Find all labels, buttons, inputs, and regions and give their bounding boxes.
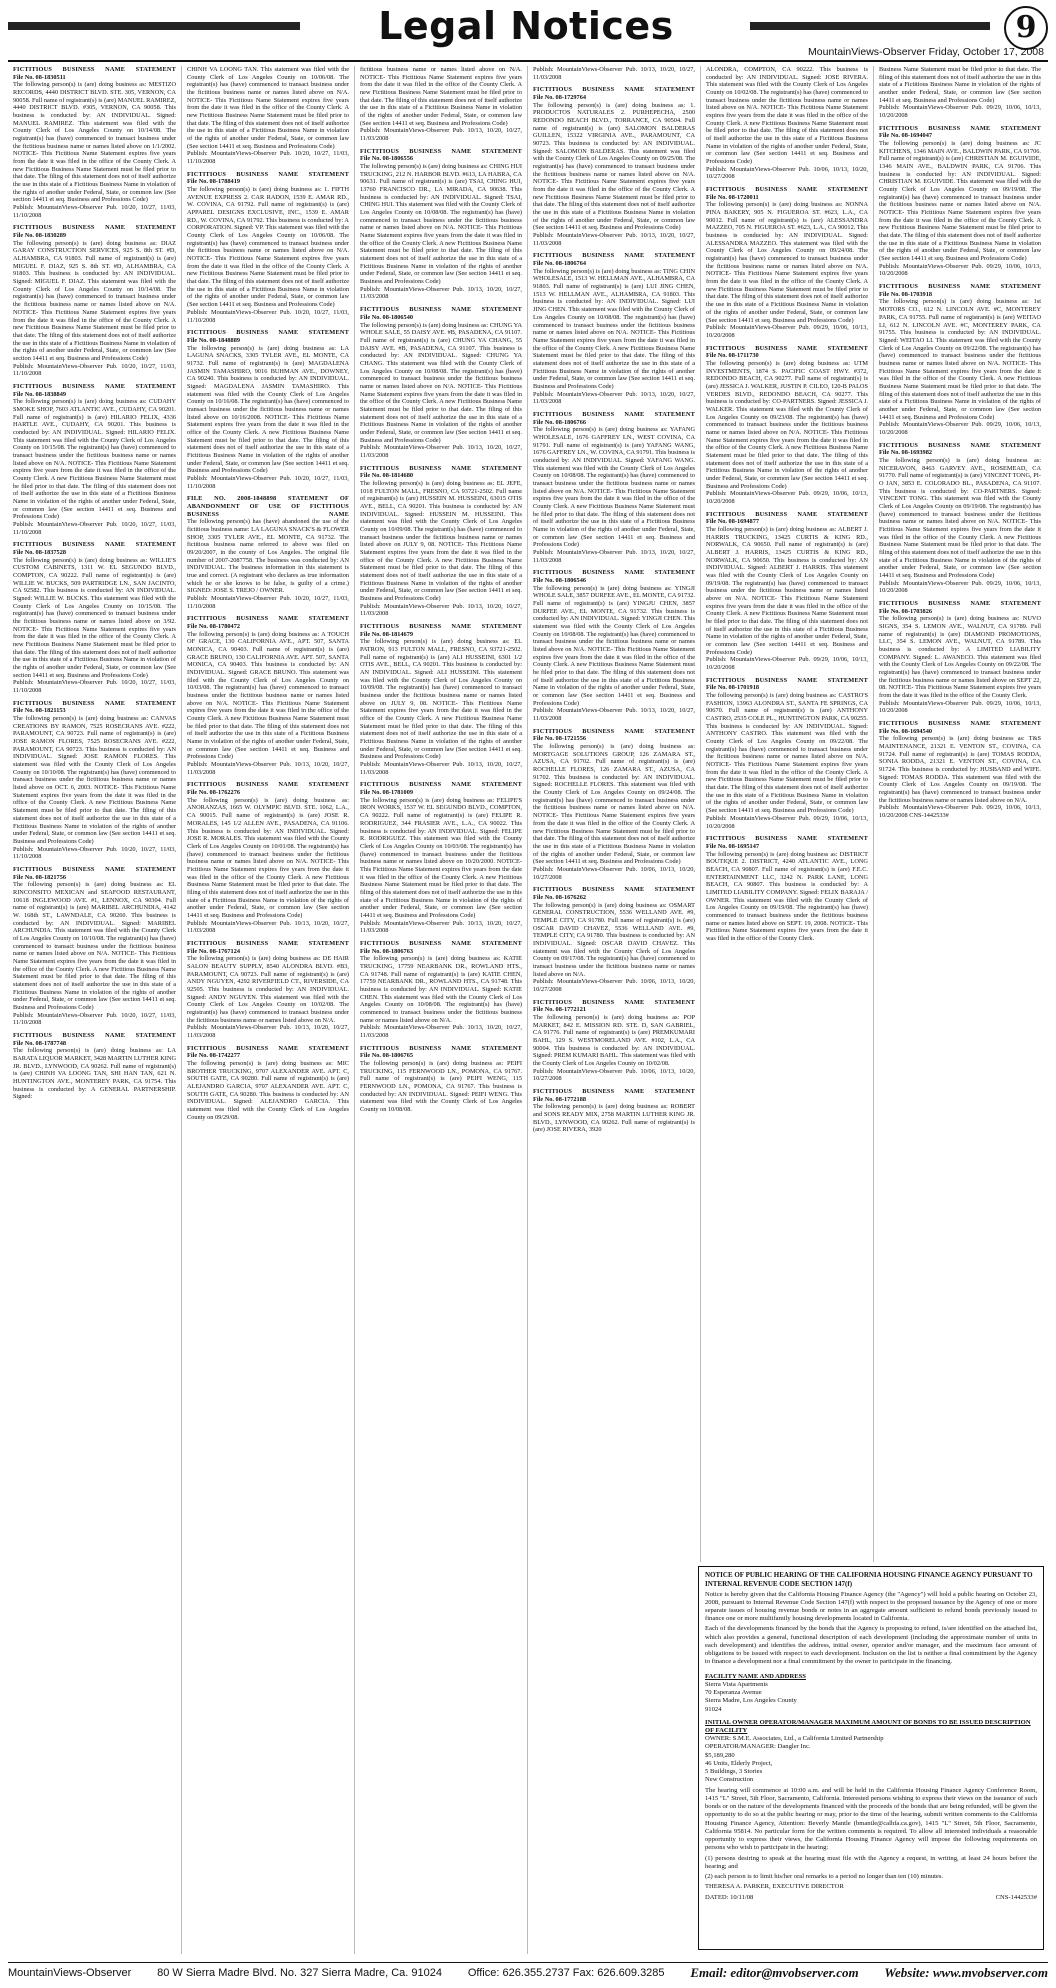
legal-notice <box>533 728 695 881</box>
notice-publication-dates: Publish: MountainViews-Observer Pub. 10/13, 10/20, 10/27, 11/03/2008 <box>360 602 522 618</box>
footer-office-phone: Office: 626.355.2737 Fax: 626.609.3285 <box>467 1967 665 1979</box>
legal-notice <box>706 677 868 830</box>
notice-file-number: File No. 08-1788419 <box>187 178 240 186</box>
masthead-rule-right <box>750 22 990 30</box>
page-title: Legal Notices <box>378 4 674 48</box>
notice-file-number: File No. 08-1848889 <box>187 336 240 344</box>
footer-address: 80 W Sierra Madre Blvd. No. 327 Sierra Madre, Ca. 91024 <box>157 1967 443 1979</box>
notice-body: The following person(s) is (are) doing business as: MORTGAGE SOLUTIONS GROUP, 126 ZAMARA ST., AZUSA, CA 91702. Full name of registrant(s) is (are) ROCHELLE FLORES, 126 ZAMARA ST., AZUSA, CA 91702. This business is conducted by: AN INDIVIDUAL. Signed: ROCHELLE FLORES. This statement was filed with the County Clerk of Los Angeles County on 09/24/08. The registrant(s) has (have) commenced to transact business under the fictitious business name or names listed above on N/A. NOTICE- This Fictitious Name Statement expires five years from the date it was filed in the office of the County Clerk. A new Fictitious Business Name Statement must be filed prior to that date. The filing of this statement does not of itself authorize the use in this state of a Fictitious Business Name in violation of the rights of another under Federal, State, or common law (See section 14411 et seq. Business and Professions Code) <box>533 743 695 866</box>
notice-heading: FICTITIOUS BUSINESS NAME STATEMENT <box>187 939 349 947</box>
notice-body: The following person(s) is (are) doing business as: NICERAVON, 8463 GARVEY AVE., ROSEMEAD, CA 91770. Full name of registrant(s) is (are) VINCENT TONG, PI-O JAN, 3853 E. COLORADO BL., PASADENA, CA 91107. This business is conducted by: CO-PARTNERS. Signed: VINCENT TONG. This statement was filed with the County Clerk of Los Angeles County on 09/19/08. The registrant(s) has (have) commenced to transact business under the fictitious business name or names listed above on N/A. NOTICE- This Fictitious Name Statement expires five years from the date it was filed in the office of the County Clerk. A new Fictitious Business Name Statement must be filed prior to that date. The filing of this statement does not of itself authorize the use in this state of a Fictitious Business Name in violation of the rights of another under Federal, State, or common law (See section 14411 et seq. Business and Professions Code) <box>879 456 1041 579</box>
owner-line: New Construction <box>705 1776 754 1784</box>
notice-publication-dates: Publish: MountainViews-Observer Pub. 09/29, 10/06, 10/13, 10/20/2008 <box>879 104 1041 120</box>
notice-file-number: File No. 08-1729764 <box>533 94 586 102</box>
notice-file-number: File No. 08-1720011 <box>706 193 759 201</box>
legal-notice <box>13 66 176 219</box>
notice-publication-dates: Publish: MountainViews-Observer Pub. 10/20, 10/27, 11/03, 11/10/2008 <box>187 595 349 610</box>
notice-column <box>700 66 873 1562</box>
notice-heading: FICTITIOUS BUSINESS NAME STATEMENT <box>187 329 349 337</box>
hearing-requirement-1: (1) persons desiring to speak at the hearing must file with the Agency a request, in writing, at least 24 hours before the hearing; and <box>705 1854 1037 1870</box>
legal-notice <box>706 345 868 506</box>
notice-body: The following person(s) is (are) doing business as: DIAZ GARAY CONSTRUCTION SERVICES, 925 S. 8th ST. #D, ALHAMBRA, CA 91803. Full name of registrant(s) is (are) MIGUEL F. DIAZ, 925 S. 8th ST. #D, ALHAMBRA, CA 91803. This business is conducted by: AN INDIVIDUAL. Signed: MIGUEL F. DIAZ. This statement was filed with the County Clerk of Los Angeles County on 10/14/08. The registrant(s) has (have) commenced to transact business under the fictitious business name or names listed above on N/A. NOTICE- This Fictitious Name Statement expires five years from the date it was filed in the office of the County Clerk. A new Fictitious Business Name Statement must be filed prior to that date. The filing of this statement does not of itself authorize the use in this state of a Fictitious Business Name in violation of the rights of another under Federal, State, or common law (See section 14411 et seq. Business and Professions Code) <box>13 239 176 362</box>
legal-notice <box>879 125 1041 278</box>
notice-file-number: File No. 08-1695147 <box>706 842 759 850</box>
notice-file-number: File No. 08-1721556 <box>533 735 586 743</box>
notice-body: Publish: MountainViews-Observer Pub. 10/13, 10/20, 10/27, 11/03/2008 <box>533 66 695 81</box>
notice-body: The following person(s) is (are) doing business as: EL JEFE, 1018 FULTON MALL, FRESNO, CA 93721-2502. Full name of registrant(s) is (are) HUSSEIN M. HUSSEINI, 63015 OTIS AVE., BELL, CA 90201. This business is conducted by: AN INDIVIDUAL. Signed: HUSSEIN M. HUSSEINI. This statement was filed with the County Clerk of Los Angeles County on 10/09/08. The registrant(s) has (have) commenced to transact business under the fictitious business name or names listed above on JULY 9, 08. NOTICE- This Fictitious Name Statement expires five years from the date it was filed in the office of the County Clerk. A new Fictitious Business Name Statement must be filed prior to that date. The filing of this statement does not of itself authorize the use in this state of a Fictitious Business Name in violation of the rights of another under Federal, State, or common law (See section 14411 et seq. Business and Professions Code) <box>360 479 522 603</box>
notice-heading: FICTITIOUS BUSINESS NAME STATEMENT <box>879 600 1041 608</box>
notice-heading: FICTITIOUS BUSINESS NAME STATEMENT <box>533 410 695 418</box>
legal-notice <box>13 1032 176 1101</box>
legal-notice <box>360 465 522 618</box>
notice-publication-dates: Publish: MountainViews-Observer Pub. 10/06, 10/13, 10/20, 10/27/2008 <box>533 865 695 881</box>
notice-file-number: File No. 08-1806766 <box>533 418 586 426</box>
notice-body: The following person(s) is (are) doing business as: JC KITCHENS, 1346 MAIN AVE., BALDWIN PARK, CA 91706. Full name of registrant(s) is (are) CHRISTIAN M. EGUIVIDE, 1346 MAIN AVE., BALDWIN PARK, CA 91706. This business is conducted by: AN INDIVIDUAL. Signed: CHRISTIAN M. EGUIVIDE. This statement was filed with the County Clerk of Los Angeles County on 09/19/08. The registrant(s) has (have) commenced to transact business under the fictitious business name or names listed above on N/A. NOTICE- This Fictitious Name Statement expires five years from the date it was filed in the office of the County Clerk. A new Fictitious Business Name Statement must be filed prior to that date. The filing of this statement does not of itself authorize the use in this state of a Fictitious Business Name in violation of the rights of another under Federal, State, or common law (See section 14411 et seq. Business and Professions Code) <box>879 140 1041 263</box>
notice-publication-dates: Publish: MountainViews-Observer Pub. 09/29, 10/06, 10/13, 10/20/2008 <box>706 490 868 505</box>
notice-body: The following person(s) is (are) doing business as: CASTRO'S FASHION, 13963 ALONDRA ST., SANTA FE SPRINGS, CA 90670. Full name of registrant(s) is (are) ANTHONY CASTRO, 2535 COLE PL., HUNTINGTON PARK, CA 90255. This business is conducted by: AN INDIVIDUAL. Signed: ANTHONY CASTRO. This statement was filed with the County Clerk of Los Angeles County on 09/22/08. The registrant(s) has (have) commenced to transact business under the fictitious business name or names listed above on N/A. NOTICE- This Fictitious Name Statement expires five years from the date it was filed in the office of the County Clerk. A new Fictitious Business Name Statement must be filed prior to that date. The filing of this statement does not of itself authorize the use in this state of a Fictitious Business Name in violation of the rights of another under Federal, State, or common law (See section 14411 et seq. Business and Professions Code) <box>706 692 868 815</box>
notice-file-number: File No. 08-1767124 <box>187 947 240 955</box>
facility-line: Sierra Madre, Los Angeles County <box>705 1697 797 1705</box>
notice-heading: FICTITIOUS BUSINESS NAME STATEMENT <box>360 781 522 789</box>
notice-body: The following person(s) is (are) doing business as: YAFANG WHOLESALE, 1676 GAFFREY LN., WEST COVINA, CA 91791. Full name of registrant(s) is (are) YAFANG WANG, 1676 GAFFREY LN., W. COVINA, CA 91791. This business is conducted by: AN INDIVIDUAL. Signed: YAFANG WANG. This statement was filed with the County Clerk of Los Angeles County on 10/08/08. The registrant(s) has (have) commenced to transact business under the fictitious business name or names listed above on N/A. NOTICE- This Fictitious Name Statement expires five years from the date it was filed in the office of the County Clerk. A new Fictitious Business Name Statement must be filed prior to that date. The filing of this statement does not of itself authorize the use in this state of a Fictitious Business Name in violation of the rights of another under Federal, State, or common law (See section 14411 et seq. Business and Professions Code) <box>533 426 695 549</box>
legal-notice <box>187 615 349 776</box>
notice-publication-dates: Publish: MountainViews-Observer Pub. 10/13, 10/20, 10/27, 11/03/2008 <box>533 707 695 723</box>
notice-body: The following person(s) is (are) doing business as: TING CHIN WHOLESALE, 1513 W. HELLMAN AVE., ALHAMBRA, CA 91803. Full name of registrant(s) is (are) LUI JING CHEN, 1513 W. HELLMAN AVE., ALHAMBRA, CA 91803. This business is conducted by: AN INDIVIDUAL. Signed: LUI JING CHEN. This statement was filed with the County Clerk of Los Angeles County on 10/08/08. The registrant(s) has (have) commenced to transact business under the fictitious business name or names listed above on N/A. NOTICE- This Fictitious Name Statement expires five years from the date it was filed in the office of the County Clerk. A new Fictitious Business Name Statement must be filed prior to that date. The filing of this statement does not of itself authorize the use in this state of a Fictitious Business Name in violation of the rights of another under Federal, State, or common law (See section 14411 et seq. Business and Professions Code) <box>533 267 695 390</box>
notice-body: The following person(s) is (are) doing business as: PEIFI TRUCKING, 115 FERNWOOD LN., POMONA, CA 91767. Full name of registrant(s) is (are) PEIFI WENG, 115 FERNWOOD LN., POMONA, CA 91767. This business is conducted by: AN INDIVIDUAL. Signed: PEIFI WENG. This statement was filed with the County Clerk of Los Angeles County on 10/08/08. <box>360 1059 522 1114</box>
notice-body: CHINH VA LOONG TAN. This statement was filed with the County Clerk of Los Angeles County on 10/06/08. The registrant(s) has (have) commenced to transact business under the fictitious business name or names listed above on N/A. NOTICE- This Fictitious Name Statement expires five years from the date it was filed in the office of the County Clerk. A new Fictitious Business Name Statement must be filed prior to that date. The filing of this statement does not of itself authorize the use in this state of a Fictitious Business Name in violation of the rights of another under Federal, State, or common law (See section 14411 et seq. Business and Professions Code) <box>187 66 349 150</box>
notice-heading: FICTITIOUS BUSINESS NAME STATEMENT <box>533 252 695 260</box>
publication-line: MountainViews-Observer Friday, October 17, 2008 <box>808 46 1044 58</box>
notice-publication-dates: Publish: MountainViews-Observer Pub. 10/20, 10/27, 11/03, 11/10/2008 <box>187 308 349 324</box>
notice-publication-dates: Publish: MountainViews-Observer Pub. 10/06, 10/13, 10/20, 10/27/2008 <box>706 165 868 181</box>
page-footer <box>8 1962 1048 1983</box>
notice-file-number: File No. 08-1781009 <box>360 789 413 797</box>
legal-notice <box>533 999 695 1083</box>
owner-line: $5,189,280 <box>705 1751 735 1759</box>
notice-heading: FICTITIOUS BUSINESS NAME STATEMENT <box>533 727 695 735</box>
notice-file-number: File No. 08-1806765 <box>360 1052 413 1060</box>
notice-publication-dates: Publish: MountainViews-Observer Pub. 10/20, 10/27, 11/03, 11/10/2008 <box>187 150 349 166</box>
notice-body: The following person(s) is (are) doing business as: CUDAHY SMOKE SHOP, 7603 ATLANTIC AVE., CUDAHY, CA 90201. Full name of registrant(s) is (are) HILARIO FELIX, 4336 HARTLE AVE., CUDAHY, CA 90201. This business is conducted by: AN INDIVIDUAL. Signed: HILARIO FELIX. This statement was filed with the County Clerk of Los Angeles County on 10/15/08. The registrant(s) has (have) commenced to transact business under the fictitious business name or names listed above on N/A. NOTICE- This Fictitious Name Statement expires five years from the date it was filed in the office of the County Clerk. A new Fictitious Business Name Statement must be filed prior to that date. The filing of this statement does not of itself authorize the use in this state of a Fictitious Business Name in violation of the rights of another under Federal, State, or common law (See section 14411 et seq. Business and Professions Code) <box>13 398 176 521</box>
notice-heading: FICTITIOUS BUSINESS NAME STATEMENT <box>879 441 1041 449</box>
notice-file-number: File No. 08-1772188 <box>533 1095 586 1103</box>
hearing-paragraph-2: Each of the developments financed by the bonds that the Agency is proposing to refund, is/are identified on the attached list, which also provides a general, functional description of each development (including the approximate number of units in each development) and identifies the address, initial owner, operator and/or manager, and the maximum face amount of obligations to be issued with respect to each development. Inclusion on the list is neither a final commitment by the Agency to finance a development nor a final commitment by the owner to participate in the financing. <box>705 1625 1037 1666</box>
legal-notice <box>879 66 1041 120</box>
notice-file-number: File No. 08-1703918 <box>879 290 932 298</box>
notice-file-number: File No. 08-1806546 <box>533 577 586 584</box>
notice-body: The following person(s) is (are) doing business as: 1. FIFTH AVENUE EXPRESS 2. CAR RADON, 1539 E. AMAR RD., W. COVINA, CA 91792. Full name of registrant(s) is (are) APPAREL DESIGNS EXCLUSIVE, INC., 1539 E. AMAR RD., W. COVINA, CA 91792. This business is conducted by: A CORPORATION. Signed: VP. This statement was filed with the County Clerk of Los Angeles County on 10/06/08. The registrant(s) has (have) commenced to transact business under the fictitious business name or names listed above on N/A. NOTICE- This Fictitious Name Statement expires five years from the date it was filed in the office of the County Clerk. A new Fictitious Business Name Statement must be filed prior to that date. The filing of this statement does not of itself authorize the use in this state of a Fictitious Business Name in violation of the rights of another under Federal, State, or common law (See section 14411 et seq. Business and Professions Code) <box>187 186 349 309</box>
hearing-paragraph-1: Notice is hereby given that the California Housing Finance Agency (the "Agency") will hold a public hearing on October 23, 2008, pursuant to Internal Revenue Code Section 147(f) with respect to the proposed issuance by the Agency of one or more separate issues of housing revenue bonds or notes in an aggregate amount sufficient to refund bonds previously issued to finance one or more multifamily housing developments located in California. <box>705 1590 1037 1623</box>
notice-body: The following person(s) is (are) doing business as: ALBERT J. HARRIS TRUCKING, 13425 CURTIS & KING RD., NORWALK, CA 90650. Full name of registrant(s) is (are) ALBERT J. HARRIS, 13425 CURTIS & KING RD., NORWALK, CA 90650. This business is conducted by: AN INDIVIDUAL. Signed: ALBERT J. HARRIS. This statement was filed with the County Clerk of Los Angeles County on 09/19/08. The registrant(s) has (have) commenced to transact business under the fictitious business name or names listed above on N/A. NOTICE- This Fictitious Name Statement expires five years from the date it was filed in the office of the County Clerk. A new Fictitious Business Name Statement must be filed prior to that date. The filing of this statement does not of itself authorize the use in this state of a Fictitious Business Name in violation of the rights of another under Federal, State, or common law (See section 14411 et seq. Business and Professions Code) <box>706 525 868 656</box>
notice-body: The following person(s) is (are) doing business as: CHING HUI TRUCKING, 212 N. HARBOR BLVD. #613, LA HABRA, CA 90631. Full name of registrant(s) is (are) TSAI, CHING HUI, 13760 FRANCISCO DR., LA MIRADA, CA 90638. This business is conducted by: AN INDIVIDUAL. Signed: TSAI, CHING HUI. This statement was filed with the County Clerk of Los Angeles County on 10/08/08. The registrant(s) has (have) commenced to transact business under the fictitious business name or names listed above on N/A. NOTICE- This Fictitious Name Statement expires five years from the date it was filed in the office of the County Clerk. A new Fictitious Business Name Statement must be filed prior to that date. The filing of this statement does not of itself authorize the use in this state of a Fictitious Business Name in violation of the rights of another under Federal, State, or common law (See section 14411 et seq. Business and Professions Code) <box>360 163 522 286</box>
notice-heading: FICTITIOUS BUSINESS NAME STATEMENT <box>187 615 349 623</box>
legal-notice <box>706 186 868 339</box>
owner-line: 5 Buildings, 3 Stories <box>705 1768 763 1776</box>
notice-body: The following person(s) has (have) abandoned the use of the fictitious business name: LA LAGUNA SNACK'S & FLOWER SHOP, 3305 TYLER AVE., EL MONTE, CA 91732. The fictitious business name referred to above was filed on 09/20/2007, in the county of Los Angeles. The original file number of 2007-2087758. The business was conducted by: AN INDIVIDUAL. The business information in this statement is true and correct. (A registrant who declares as true information which he or she knows to be false, is guilty of a crime.) SIGNED: JOSE S. TREJO / OWNER. <box>187 518 349 595</box>
notice-heading: FICTITIOUS BUSINESS NAME STATEMENT <box>13 66 176 73</box>
notice-publication-dates: Publish: MountainViews-Observer Pub. 10/13, 10/20, 10/27, 11/03/2008 <box>533 232 695 247</box>
notice-publication-dates: Publish: MountainViews-Observer Pub. 09/29, 10/06, 10/13, 10/20/2008 CNS-1442533# <box>879 804 1041 820</box>
legal-notice <box>13 700 176 861</box>
legal-notice <box>360 306 522 459</box>
notice-file-number: File No. 08-1806763 <box>360 947 413 955</box>
legal-notice <box>187 781 349 934</box>
legal-notice <box>533 569 695 722</box>
notice-body: The following person(s) is (are) doing business as: A TOUCH OF GRACE, 130 CALIFORNIA AVE., APT. 507, SANTA MONICA, CA 90403. Full name of registrant(s) is (are) GRACE BRUNO, 130 CALIFORNIA AVE. APT. 507, SANTA MONICA, CA 90403. This business is conducted by: AN INDIVIDUAL. Signed: GRACE BRUNO. This statement was filed with the County Clerk of Los Angeles County on 10/03/08. The registrant(s) has (have) commenced to transact business under the fictitious business name or names listed above on N/A. NOTICE- This Fictitious Name Statement expires five years from the date it was filed in the office of the County Clerk. A new Fictitious Business Name Statement must be filed prior to that date. The filing of this statement does not of itself authorize the use in this state of a Fictitious Business Name in violation of the rights of another under Federal, State, or common law (See section 14411 et seq. Business and Professions Code) <box>187 630 349 761</box>
legal-notice <box>187 66 349 166</box>
notice-body: The following person(s) is (are) doing business as: KATIE TRUCKING, 17759 NEARBANK DR., ROWLAND HTS., CA 91748. Full name of registrant(s) is (are) KATIE CHEN, 17759 NEARBANK DR., ROWLAND HTS., CA 91748. This business is conducted by: AN INDIVIDUAL. Signed: KATIE CHEN. This statement was filed with the County Clerk of Los Angeles County on 10/08/08. The registrant(s) has (have) commenced to transact business under the fictitious business name or names listed above on N/A. <box>360 955 522 1024</box>
notice-body: The following person(s) is (are) doing business as: EL RINCONSITO MEXICAN and SEAFOOD RESTAURANT, 10618 INGLEWOOD AVE. #1, LENNOX, CA 90304. Full name of registrant(s) is (are) MARIBEL ARCHUNDIA, 4142 W. 168th ST., LAWNDALE, CA 90260. This business is conducted by: AN INDIVIDUAL. Signed: MARIBEL ARCHUNDIA. This statement was filed with the County Clerk of Los Angeles County on 10/10/08. The registrant(s) has (have) commenced to transact business under the fictitious business name or names listed above on N/A. NOTICE- This Fictitious Name Statement expires five years from the date it was filed in the office of the County Clerk. A new Fictitious Business Name Statement must be filed prior to that date. The filing of this statement does not of itself authorize the use in this state of a Fictitious Business Name in violation of the rights of another under Federal, State, or common law (See section 14411 et seq. Business and Professions Code) <box>13 881 176 1011</box>
notice-heading: FICTITIOUS BUSINESS NAME STATEMENT <box>879 283 1041 291</box>
notice-body: The following person(s) is (are) doing business as: 1. PRODUCTOS NATURALES 2. PURHEPECHA, 2500 REDONDO BEACH BLVD., TORRANCE, CA 90504. Full name of registrant(s) is (are) SALOMON BALDERAS GUILLEN, 15322 VIRGINIA AVE., PARAMOUNT, CA 90723. This business is conducted by: AN INDIVIDUAL. Signed: SALOMON BALDERAS. This statement was filed with the County Clerk of Los Angeles County on 09/25/08. The registrant(s) has (have) commenced to transact business under the fictitious business name or names listed above on N/A. NOTICE- This Fictitious Name Statement expires five years from the date it was filed in the office of the County Clerk. A new Fictitious Business Name Statement must be filed prior to that date. The filing of this statement does not of itself authorize the use in this state of a Fictitious Business Name in violation of the rights of another under Federal, State, or common law (See section 14411 et seq. Business and Professions Code) <box>533 101 695 232</box>
notice-publication-dates: Publish: MountainViews-Observer Pub. 10/20, 10/27, 11/03, 11/10/2008 <box>13 362 176 378</box>
notice-body: The following person(s) is (are) doing business as: EL PATRON, 913 FULTON MALL, FRESNO, CA 93721-2502. Full name of registrant(s) is (are) ALI HUSSEINI, 6301 1/2 OTIS AVE., BELL, CA 90201. This business is conducted by: AN INDIVIDUAL. Signed: ALI HUSSEINI. This statement was filed with the County Clerk of Los Angeles County on 10/09/08. The registrant(s) has (have) commenced to transact business under the fictitious business name or names listed above on JULY 9, 08. NOTICE- This Fictitious Name Statement expires five years from the date it was filed in the office of the County Clerk. A new Fictitious Business Name Statement must be filed prior to that date. The filing of this statement does not of itself authorize the use in this state of a Fictitious Business Name in violation of the rights of another under Federal, State, or common law (See section 14411 et seq. Business and Professions Code) <box>360 638 522 761</box>
legal-notice <box>879 600 1041 715</box>
hearing-requirement-2: (2) each person is to limit his/her oral remarks to a period no longer than ten (10) minutes. <box>705 1873 944 1880</box>
notice-body: fictitious business name or names listed above on N/A. NOTICE- This Fictitious Name Statement expires five years from the date it was filed in the office of the County Clerk. A new Fictitious Business Name Statement must be filed prior to that date. The filing of this statement does not of itself authorize the use in this state of a Fictitious Business Name in violation of the rights of another under Federal, State, or common law (See section 14411 et seq. Business and Professions Code) <box>360 66 522 127</box>
legal-notice <box>360 66 522 143</box>
notice-heading: FICTITIOUS BUSINESS NAME STATEMENT <box>533 569 695 577</box>
notice-file-number: File No. 08-1837528 <box>13 548 66 556</box>
legal-notice <box>533 66 695 81</box>
legal-notice <box>360 1045 522 1114</box>
notice-publication-dates: Publish: MountainViews-Observer Pub. 10/13, 10/20, 10/27, 11/03/2008 <box>360 1024 522 1039</box>
header-divider <box>8 60 1048 62</box>
legal-notice <box>879 720 1041 820</box>
notice-publication-dates: Publish: MountainViews-Observer Pub. 10/13, 10/20, 10/27, 11/03/2008 <box>187 761 349 776</box>
notice-heading: FICTITIOUS BUSINESS NAME STATEMENT <box>13 865 176 873</box>
notice-publication-dates: Publish: MountainViews-Observer Pub. 09/29, 10/06, 10/13, 10/20/2008 <box>706 656 868 672</box>
legal-notice <box>360 781 522 934</box>
notice-body: The following person(s) is (are) doing business as: FELIPE'S IRON WORKS, 1537 W. EL SEGUNDO BLVD., COMPTON, CA 90222. Full name of registrant(s) is (are) FELIPE R. RODRIGUEZ, 344 FRASIER AVE., L.A., CA 90022. This business is conducted by: AN INDIVIDUAL. Signed: FELIPE R. RODRIGUEZ. This statement was filed with the County Clerk of Los Angeles County on 10/03/08. The registrant(s) has (have) commenced to transact business under the fictitious business name or names listed above on 10/20/2000. NOTICE- This Fictitious Name Statement expires five years from the date it was filed in the office of the County Clerk. A new Fictitious Business Name Statement must be filed prior to that date. The filing of this statement does not of itself authorize the use in this state of a Fictitious Business Name in violation of the rights of another under Federal, State, or common law (See section 14411 et seq. Business and Professions Code) <box>360 796 522 919</box>
legal-notice <box>533 411 695 564</box>
notice-file-number: File No. 08-1772121 <box>533 1006 586 1014</box>
notice-heading: FICTITIOUS BUSINESS NAME STATEMENT <box>187 170 349 178</box>
legal-notice <box>187 940 349 1040</box>
notice-body: The following person(s) is (are) doing business as: NUVO SIGNS, 354 S. LEMON AVE., WALNUT, CA 91789. Full name of registrant(s) is (are) DIAMOND PROMOTIONS, LLC, 354 S. LEMON AVE., WALNUT, CA 91789. This business is conducted by: A LIMITED LIABILITY COMPANY. Signed: L. AWANECO. This statement was filed with the County Clerk of Los Angeles County on 09/22/08. The registrant(s) has (have) commenced to transact business under the fictitious business name or names listed above on SEPT 22, 08. NOTICE- This Fictitious Name Statement expires five years from the date it was filed in the office of the County Clerk. <box>879 615 1041 700</box>
notice-publication-dates: Publish: MountainViews-Observer Pub. 10/13, 10/20, 10/27, 11/03/2008 <box>360 919 522 935</box>
notice-file-number: File No. 08-1787748 <box>13 1039 66 1047</box>
notice-publication-dates: Publish: MountainViews-Observer Pub. 10/20, 10/27, 11/03, 11/10/2008 <box>13 1011 176 1027</box>
notice-body: The following person(s) is (are) doing business as: 1st MOTORS CO., 612 N. LINCOLN AVE. #C, MONTEREY PARK, CA 91755. Full name of registrant(s) is (are) WEITAO LI, 612 N. LINCOLN AVE. #C, MONTEREY PARK, CA 91755. This business is conducted by: AN INDIVIDUAL. Signed: WEITAO LI. This statement was filed with the County Clerk of Los Angeles County on 09/22/08. The registrant(s) has (have) commenced to transact business under the fictitious business name or names listed above on N/A. NOTICE- This Fictitious Name Statement expires five years from the date it was filed in the office of the County Clerk. A new Fictitious Business Name Statement must be filed prior to that date. The filing of this statement does not of itself authorize the use in this state of a Fictitious Business Name in violation of the rights of another under Federal, State, or common law (See section 14411 et seq. Business and Professions Code) <box>879 298 1041 421</box>
notice-heading: FICTITIOUS BUSINESS NAME STATEMENT <box>187 781 349 789</box>
notice-publication-dates: Publish: MountainViews-Observer Pub. 10/20, 10/27, 11/03, 11/10/2008 <box>13 204 176 219</box>
notice-file-number: File No. 08-1742277 <box>187 1052 240 1060</box>
hearing-reference: CNS-1442533# <box>995 1894 1037 1902</box>
notice-body: The following person(s) is (are) doing business as: T&S MAINTENANCE, 21321 E. VENTON ST., COVINA, CA 91724. Full name of registrant(s) is (are) TOMAS RODDA, SONIA RODDA, 21321 E. VENTON ST., COVINA, CA 91724. This business is conducted by: HUSBAND and WIFE. Signed: TOMAS RODDA. This statement was filed with the County Clerk of Los Angeles County on 09/19/08. The registrant(s) has (have) commenced to transact business under the fictitious business name or names listed above on N/A. <box>879 735 1041 804</box>
notice-publication-dates: Publish: MountainViews-Observer Pub. 09/29, 10/06, 10/13, 10/20/2008 <box>879 421 1041 436</box>
hearing-title: NOTICE OF PUBLIC HEARING OF THE CALIFORNIA HOUSING FINANCE AGENCY PURSUANT TO INTERNAL REVENUE CODE SECTION 147(f) <box>705 1571 1033 1588</box>
notice-file-number: File No. 08-1780472 <box>187 623 240 631</box>
notice-publication-dates: Publish: MountainViews-Observer Pub. 10/13, 10/20, 10/27, 11/03/2008 <box>360 444 522 459</box>
notice-body: Business Name Statement must be filed prior to that date. The filing of this statement does not of itself authorize the use in this state of a Fictitious Business Name in violation of the rights of another under Federal, State, or common law (See section 14411 et seq. Business and Professions Code) <box>879 66 1041 104</box>
notice-body: The following person(s) is (are) doing business as: DE HAIR SALON BEAUTY SUPPLY, 8540 ALONDRA BLVD. #B3, PARAMOUNT, CA 90723. Full name of registrant(s) is (are) ANDY NGUYEN, 4292 RIVERFIELD CT., RIVERSIDE, CA 92505. This business is conducted by: AN INDIVIDUAL. Signed: ANDY NGUYEN. This statement was filed with the County Clerk of Los Angeles County on 10/02/08. The registrant(s) has (have) commenced to transact business under the fictitious business name or names listed above on N/A. <box>187 955 349 1024</box>
notice-heading: FICTITIOUS BUSINESS NAME STATEMENT <box>13 382 176 390</box>
notice-file-number: File No. 08-1676262 <box>533 893 586 901</box>
facility-line: Sierra Vista Apartments <box>705 1680 768 1688</box>
notice-heading: FICTITIOUS BUSINESS NAME STATEMENT <box>360 306 522 314</box>
legal-notice <box>13 383 176 536</box>
notice-heading: FICTITIOUS BUSINESS NAME STATEMENT <box>533 86 695 94</box>
notice-publication-dates: Publish: MountainViews-Observer Pub. 09/29, 10/06, 10/13, 10/20/2008 <box>879 699 1041 715</box>
notice-body: The following person(s) is (are) doing business as: NONNA PINA BAKERY, 905 N. FIGUEROA ST. #623, L.A., CA 90012. Full name of registrant(s) is (are) ALESSANDRA MAZZEO, 705 N. FIGUEROA ST. #623, L.A., CA 90012. This business is conducted by: AN INDIVIDUAL. Signed: ALESSANDRA MAZZEO. This statement was filed with the County Clerk of Los Angeles County on 09/24/08. The registrant(s) has (have) commenced to transact business under the fictitious business name or names listed above on N/A. NOTICE- This Fictitious Name Statement expires five years from the date it was filed in the office of the County Clerk. A new Fictitious Business Name Statement must be filed prior to that date. The filing of this statement does not of itself authorize the use in this state of a Fictitious Business Name in violation of the rights of another under Federal, State, or common law (See section 14411 et seq. Business and Professions Code) <box>706 201 868 324</box>
notice-body: The following person(s) is (are) doing business as: WILLIE'S CUSTOM CABINETS, 1311 W. EL SEGUNDO BLVD., COMPTON, CA 90222. Full name of registrant(s) is (are) WILLIE W. BUCKS, 509 PARTRIDGE LN., SAN JACINTO, CA 92582. This business is conducted by: AN INDIVIDUAL. Signed: WILLIE W. BUCKS. This statement was filed with the County Clerk of Los Angeles County on 10/15/08. The registrant(s) has (have) commenced to transact business under the fictitious business name or names listed above on 3/92. NOTICE- This Fictitious Name Statement expires five years from the date it was filed in the office of the County Clerk. A new Fictitious Business Name Statement must be filed prior to that date. The filing of this statement does not of itself authorize the use in this state of a Fictitious Business Name in violation of the rights of another under Federal, State, or common law (See section 14411 et seq. Business and Professions Code) <box>13 556 176 679</box>
legal-notice <box>533 1088 695 1134</box>
footer-website-link[interactable]: Website: www.mvobserver.com <box>884 1965 1048 1980</box>
notice-heading: FICTITIOUS BUSINESS NAME STATEMENT <box>360 147 522 155</box>
notice-publication-dates: Publish: MountainViews-Observer Pub. 10/13, 10/20, 10/27, 11/03/2008 <box>187 919 349 935</box>
notice-publication-dates: Publish: MountainViews-Observer Pub. 09/29, 10/06, 10/13, 10/20/2008 <box>706 814 868 830</box>
notice-body: The following person(s) is (are) doing business as: MIC BROTHER TRUCKING, 9707 ALEXANDER AVE. APT. C, SOUTH GATE, CA 90280. Full name of registrant(s) is (are) ALEJANDRO GARCIA, 9707 ALEXANDER AVE. APT. C, SOUTH GATE, CA 90280. This business is conducted by: AN INDIVIDUAL. Signed: ALEJANDRO GARCIA. This statement was filed with the County Clerk of Los Angeles County on 09/29/08. <box>187 1059 349 1121</box>
notice-body: The following person(s) is (are) doing business as: CHUNG YA WHOLE SALE, 55 DAISY AVE. #B, PASADENA, CA 91107. Full name of registrant(s) is (are) CHUNG YA CHANG, 55 DAISY AVE. #B, PASADENA, CA 91107. This business is conducted by: AN INDIVIDUAL. Signed: CHUNG YA CHANG. This statement was filed with the County Clerk of Los Angeles County on 10/08/08. The registrant(s) has (have) commenced to transact business under the fictitious business name or names listed above on N/A. NOTICE- This Fictitious Name Statement expires five years from the date it was filed in the office of the County Clerk. A new Fictitious Business Name Statement must be filed prior to that date. The filing of this statement does not of itself authorize the use in this state of a Fictitious Business Name in violation of the rights of another under Federal, State, or common law (See section 14411 et seq. Business and Professions Code) <box>360 321 522 444</box>
notice-heading: FICTITIOUS BUSINESS NAME STATEMENT <box>187 1044 349 1052</box>
notice-heading: FICTITIOUS BUSINESS NAME STATEMENT <box>360 1044 522 1052</box>
notice-heading: FICTITIOUS BUSINESS NAME STATEMENT <box>13 541 176 549</box>
notice-publication-dates: Publish: MountainViews-Observer Pub. 10/06, 10/13, 10/20, 10/27/2008 <box>533 1067 695 1083</box>
legal-notice <box>533 252 695 405</box>
legal-notice <box>360 148 522 301</box>
notice-publication-dates: Publish: MountainViews-Observer Pub. 10/13, 10/20, 10/27, 11/03/2008 <box>533 390 695 406</box>
notice-file-number: File No. 08-1806764 <box>533 260 586 268</box>
footer-paper-name: MountainViews-Observer <box>8 1967 132 1979</box>
notice-heading: FICTITIOUS BUSINESS NAME STATEMENT <box>533 1088 695 1095</box>
notice-body: The following person(s) is (are) doing business as: LA BARATA LIQUOR MARKET, 3428 MARTIN LUTHER KING JR. BLVD., LYNWOOD, CA 90262. Full name of registrant(s) is (are) CHINH VA LOONG TAN, SHI HAN TAN, 621 N. HUNTINGTON AVE., MONTEREY PARK, CA 91754. This business is conducted by: A GENERAL PARTNERSHIP. Signed: <box>13 1047 176 1101</box>
notice-heading: FICTITIOUS BUSINESS NAME STATEMENT <box>706 676 868 684</box>
notice-heading: FICTITIOUS BUSINESS NAME STATEMENT <box>706 510 868 518</box>
notice-file-number: File No. 08-1821756 <box>13 873 66 881</box>
footer-email-link[interactable]: Email: editor@mvobserver.com <box>690 1965 859 1980</box>
notice-publication-dates: Publish: MountainViews-Observer Pub. 10/20, 10/27, 11/03, 11/10/2008 <box>13 679 176 695</box>
legal-notice <box>187 495 349 610</box>
legal-notice <box>533 886 695 993</box>
notice-body: ALONDRA, COMPTON, CA 90222. This business is conducted by: AN INDIVIDUAL. Signed: JOSE RIVERA. This statement was filed with the County Clerk of Los Angeles County on 10/02/08. The registrant(s) has (have) commenced to transact business under the fictitious business name or names listed above on N/A. NOTICE- This Fictitious Name Statement expires five years from the date it was filed in the office of the County Clerk. A new Fictitious Business Name Statement must be filed prior to that date. The filing of this statement does not of itself authorize the use in this state of a Fictitious Business Name in violation of the rights of another under Federal, State, or common law (See section 14411 et seq. Business and Professions Code) <box>706 66 868 166</box>
notice-file-number: File No. 08-1701918 <box>706 684 759 692</box>
legal-notice <box>13 541 176 694</box>
notice-file-number: File No. 08-1711730 <box>706 352 759 360</box>
notice-publication-dates: Publish: MountainViews-Observer Pub. 10/20, 10/27, 11/03, 11/10/2008 <box>13 845 176 861</box>
page-number: 9 <box>1004 6 1048 50</box>
notice-body: The following person(s) is (are) doing business as: MESTIZO RECORDS, 4440 DISTRICT BLVD. STE. 305, VERNON, CA 90058. Full name of registrant(s) is (are) MANUEL RAMIREZ, 4440 DISTRICT BLVD. #305, VERNON, CA 90058. This business is conducted by: AN INDIVIDUAL. Signed: MANUEL RAMIREZ. This statement was filed with the County Clerk of Los Angeles County on 10/14/08. The registrant(s) has (have) commenced to transact business under the fictitious business name or names listed above on 1/1/2002. NOTICE- This Fictitious Name Statement expires five years from the date it was filed in the office of the County Clerk. A new Fictitious Business Name Statement must be filed prior to that date. The filing of this statement does not of itself authorize the use in this state of a Fictitious Business Name in violation of the rights of another under Federal, State, or common law (See section 14411 et seq. Business and Professions Code) <box>13 81 176 204</box>
notice-body: The following person(s) is (are) doing business as: ROBERT and SONS READY MIX, 2758 MARTIN LUTHER KING JR. BLVD., LYNWOOD, CA 90262. Full name of registrant(s) is (are) JOSE RIVERA, 3920 <box>533 1103 695 1134</box>
owner-line: OWNER: S.M.E. Associates, Ltd., a California Limited Partnership <box>705 1735 884 1743</box>
notice-file-number: File No. 08-1694047 <box>879 132 932 140</box>
notice-heading: FICTITIOUS BUSINESS NAME STATEMENT <box>13 224 176 232</box>
legal-notice <box>879 283 1041 436</box>
notice-heading: FILE NO. 2008-1848898 STATEMENT OF ABANDONMENT OF USE OF FICTITIOUS BUSINESS NAME <box>187 495 349 518</box>
notice-heading: FICTITIOUS BUSINESS NAME STATEMENT <box>533 886 695 894</box>
notice-heading: FICTITIOUS BUSINESS NAME STATEMENT <box>533 998 695 1006</box>
legal-notice <box>879 442 1041 595</box>
notice-file-number: File No. 08-1762276 <box>187 789 240 797</box>
notice-body: The following person(s) is (are) doing business as: LA LAGUNA SNACKS, 3305 TYLER AVE., EL MONTE, CA 91732. Full name of registrant(s) is (are) MAGDALENA JASMIN TAMASHIRO, 9016 BUHMAN AVE., DOWNEY, CA 90240. This business is conducted by: AN INDIVIDUAL. Signed: MAGDALENA JASMIN TAMASHIRO. This statement was filed with the County Clerk of Los Angeles County on 10/16/08. The registrant(s) has (have) commenced to transact business under the fictitious business name or names listed above on 10/16/2008. NOTICE- This Fictitious Name Statement expires five years from the date it was filed in the office of the County Clerk. A new Fictitious Business Name Statement must be filed prior to that date. The filing of this statement does not of itself authorize the use in this state of a Fictitious Business Name in violation of the rights of another under Federal, State, or common law (See section 14411 et seq. Business and Professions Code) <box>187 344 349 475</box>
notice-column <box>181 66 354 1954</box>
notice-column <box>873 66 1046 1562</box>
notice-heading: FICTITIOUS BUSINESS NAME STATEMENT <box>706 344 868 352</box>
notice-file-number: File No. 08-1694877 <box>706 518 759 526</box>
public-hearing-notice <box>698 1566 1044 1950</box>
owner-line: 46 Units, Elderly Project, <box>705 1759 773 1767</box>
notice-heading: FICTITIOUS BUSINESS NAME STATEMENT <box>13 699 176 707</box>
notice-file-number: File No. 08-1694540 <box>879 727 932 735</box>
notice-heading: FICTITIOUS BUSINESS NAME STATEMENT <box>13 1031 176 1039</box>
notice-publication-dates: Publish: MountainViews-Observer Pub. 10/13, 10/20, 10/27, 11/03/2008 <box>360 285 522 301</box>
legal-notice <box>13 866 176 1027</box>
hearing-dated: DATED: 10/11/08 <box>705 1894 754 1902</box>
notice-heading: FICTITIOUS BUSINESS NAME STATEMENT <box>879 124 1041 132</box>
notice-column <box>527 66 700 1954</box>
notice-file-number: File No. 08-1806540 <box>360 313 413 321</box>
notice-body: The following person(s) is (are) doing business as: OSMART GENERAL CONSTRUCTION, 5536 WELLAND AVE. #9, TEMPLE CITY, CA 91780. Full name of registrant(s) is (are) OSCAR DAVID CHAVEZ, 5536 WELLAND AVE. #9, TEMPLE CITY, CA 91780. This business is conducted by: AN INDIVIDUAL. Signed: OSCAR DAVID CHAVEZ. This statement was filed with the County Clerk of Los Angeles County on 09/17/08. The registrant(s) has (have) commenced to transact business under the fictitious business name or names listed above on N/A. <box>533 901 695 978</box>
facility-line: 70 Esperanza Avenue <box>705 1689 762 1697</box>
notice-publication-dates: Publish: MountainViews-Observer Pub. 10/13, 10/20, 10/27, 11/03/2008 <box>360 761 522 776</box>
notice-column <box>354 66 527 1954</box>
notice-body: The following person(s) is (are) doing business as: UTM INVESTMENTS, 1874 S. PACIFIC COAST HWY. #372, REDONDO BEACH, CA 90277. Full name of registrant(s) is (are) JESSICA J. WALKER, JUSTIN P. CILEO, 120-B PALOS VERDES BLVD., REDONDO BEACH, CA 90277. This business is conducted by: CO-PARTNERS. Signed: JESSICA J. WALKER. This statement was filed with the County Clerk of Los Angeles County on 09/23/08. The registrant(s) has (have) commenced to transact business under the fictitious business name or names listed above on N/A. NOTICE- This Fictitious Name Statement expires five years from the date it was filed in the office of the County Clerk. A new Fictitious Business Name Statement must be filed prior to that date. The filing of this statement does not of itself authorize the use in this state of a Fictitious Business Name in violation of the rights of another under Federal, State, or common law (See section 14411 et seq. Business and Professions Code) <box>706 359 868 490</box>
notice-publication-dates: Publish: MountainViews-Observer Pub. 10/20, 10/27, 11/03, 11/10/2008 <box>187 474 349 490</box>
owner-header: INITIAL OWNER OPERATOR/MANAGER MAXIMUM AMOUNT OF BONDS TO BE ISSUED DESCRIPTION OF FACILITY <box>705 1718 1031 1735</box>
legal-notice <box>187 171 349 324</box>
notice-body: The following person(s) is (are) doing business as: ANORANZAS, 1665 W. OLYMPIC BLVD. STE. 1062, L.A., CA 90015. Full name of registrant(s) is (are) JOSE R. MORALES, 145 1/2 ALLEN AVE., PASADENA, CA 91106. This business is conducted by: AN INDIVIDUAL. Signed: JOSE R. MORALES. This statement was filed with the County Clerk of Los Angeles County on 10/01/08. The registrant(s) has (have) commenced to transact business under the fictitious business name or names listed above on N/A. NOTICE- This Fictitious Name Statement expires five years from the date it was filed in the office of the County Clerk. A new Fictitious Business Name Statement must be filed prior to that date. The filing of this statement does not of itself authorize the use in this state of a Fictitious Business Name in violation of the rights of another under Federal, State, or common law (See section 14411 et seq. Business and Professions Code) <box>187 796 349 919</box>
hearing-signer: THERESA A. PARKER, EXECUTIVE DIRECTOR <box>705 1883 844 1891</box>
notice-file-number: File No. 08-1830289 <box>13 232 66 240</box>
notice-publication-dates: Publish: MountainViews-Observer Pub. 09/29, 10/06, 10/13, 10/20/2008 <box>706 324 868 339</box>
notice-column <box>8 66 181 1954</box>
masthead <box>8 6 1048 48</box>
notice-file-number: File No. 08-1814680 <box>360 472 413 480</box>
notice-body: The following person(s) is (are) doing business as: CANVAS CREATIONS BY RAMON, 7525 ROSECRANS AVE. #222, PARAMOUNT, CA 90723. Full name of registrant(s) is (are) JOSE RAMON FLORES, 7525 ROSECRANS AVE. #222, PARAMOUNT, CA 90723. This business is conducted by: AN INDIVIDUAL. Signed: JOSE RAMON FLORES. This statement was filed with the County Clerk of Los Angeles County on 10/10/08. The registrant(s) has (have) commenced to transact business under the fictitious business name or names listed above on OCT. 6, 2003. NOTICE- This Fictitious Name Statement expires five years from the date it was filed in the office of the County Clerk. A new Fictitious Business Name Statement must be filed prior to that date. The filing of this statement does not of itself authorize the use in this state of a Fictitious Business Name in violation of the rights of another under Federal, State, or common law (See section 14411 et seq. Business and Professions Code) <box>13 715 176 845</box>
notice-heading: FICTITIOUS BUSINESS NAME STATEMENT <box>360 623 522 631</box>
legal-notice <box>706 835 868 942</box>
notice-heading: FICTITIOUS BUSINESS NAME STATEMENT <box>360 939 522 947</box>
legal-notice <box>706 511 868 672</box>
legal-notice <box>533 86 695 247</box>
notice-file-number: File No. 08-1806556 <box>360 155 413 163</box>
masthead-rule-left <box>8 22 300 30</box>
notice-file-number: File No. 08-1703826 <box>879 607 932 615</box>
notice-publication-dates: Publish: MountainViews-Observer Pub. 10/20, 10/27, 11/03, 11/10/2008 <box>13 520 176 536</box>
legal-notice <box>13 224 176 377</box>
hearing-paragraph-3: The hearing will commence at 10:00 a.m. and will be held in the California Housing Finance Agency Conference Room, 1415 "L" Street, 5th Floor, Sacramento, California. Interested persons wishing to express their views on the issuance of such bonds or on the nature of the developments financed with the proceeds of the bonds that are being refunded, will be given the opportunity to do so at the public hearing or may, prior to the time of the hearing, submit written comments to the California Housing Finance Agency, Attention: Beverly Mantle (bmantle@calhfa.ca.gov), 1415 "L" Street, 5th Floor, Sacramento, California 95814. No particular form for the written comments is required. To allow all interested individuals a reasonable opportunity to express their views, the California Housing Finance Agency will impose the following requirements on persons who wish to participate in the hearing: <box>705 1786 1037 1852</box>
notice-body: The following person(s) is (are) doing business as: YINGJI WHOLE SALE, 3857 DURFEE AVE., EL MONTE, CA 91732. Full name of registrant(s) is (are) YINGJU CHEN, 3857 DURFEE AVE., EL MONTE, CA 91732. This business is conducted by: AN INDIVIDUAL. Signed: YINGJI CHEN. This statement was filed with the County Clerk of Los Angeles County on 10/08/08. The registrant(s) has (have) commenced to transact business under the fictitious business name or names listed above on N/A. NOTICE- This Fictitious Name Statement expires five years from the date it was filed in the office of the County Clerk. A new Fictitious Business Name Statement must be filed prior to that date. The filing of this statement does not of itself authorize the use in this state of a Fictitious Business Name in violation of the rights of another under Federal, State, or common law (See section 14411 et seq. Business and Professions Code) <box>533 584 695 707</box>
notice-file-number: File No. 08-1821153 <box>13 707 66 715</box>
notice-file-number: File No. 08-1830511 <box>13 73 66 81</box>
notice-publication-dates: Publish: MountainViews-Observer Pub. 10/06, 10/13, 10/20, 10/27/2008 <box>533 978 695 993</box>
notice-publication-dates: Publish: MountainViews-Observer Pub. 10/13, 10/20, 10/27, 11/03/2008 <box>187 1024 349 1039</box>
facility-header: FACILITY NAME AND ADDRESS <box>705 1672 806 1680</box>
notice-publication-dates: Publish: MountainViews-Observer Pub. 09/29, 10/06, 10/13, 10/20/2008 <box>879 262 1041 278</box>
legal-notice <box>187 329 349 490</box>
legal-notice <box>360 623 522 776</box>
legal-notice <box>360 940 522 1040</box>
notice-body: The following person(s) is (are) doing business as: POP MARKET, 842 E. MISSION RD. STE. D, SAN GABRIEL, CA 91776. Full name of registrant(s) is (are) PREMKUMARI BAHL, 129 S. WESTMORELAND AVE. #102, L.A., CA 90004. This business is conducted by: AN INDIVIDUAL. Signed: PREM KUMARI BAHL. This statement was filed with the County Clerk of Los Angeles County on 10/02/08. <box>533 1013 695 1067</box>
notice-publication-dates: Publish: MountainViews-Observer Pub. 10/13, 10/20, 10/27, 11/03/2008 <box>533 548 695 564</box>
notice-heading: FICTITIOUS BUSINESS NAME STATEMENT <box>879 720 1041 728</box>
notice-heading: FICTITIOUS BUSINESS NAME STATEMENT <box>706 835 868 843</box>
owner-line: OPERATOR/MANAGER: Dangler Inc. <box>705 1743 811 1751</box>
notice-file-number: File No. 08-1814679 <box>360 630 413 638</box>
notice-publication-dates: Publish: MountainViews-Observer Pub. 09/29, 10/06, 10/13, 10/20/2008 <box>879 579 1041 595</box>
notice-heading: FICTITIOUS BUSINESS NAME STATEMENT <box>706 186 868 194</box>
notice-file-number: File No. 08-1838849 <box>13 390 66 398</box>
notice-heading: FICTITIOUS BUSINESS NAME STATEMENT <box>360 464 522 472</box>
facility-line: 91024 <box>705 1705 722 1713</box>
notice-body: The following person(s) is (are) doing business as: DISTRICT BOUTIQUE 2. DISTRICT, 4240 ATLANTIC AVE., LONG BEACH, CA 90807. Full name of registrant(s) is (are) F.E.C. ENTERTAINMENT LLC, 3242 N. PARK LANE, LONG BEACH, CA 90807. This business is conducted by: A LIMITED LIABILITY COMPANY. Signed: FELIX BARAJA / OWNER. This statement was filed with the County Clerk of Los Angeles County on 09/19/08. The registrant(s) has (have) commenced to transact business under the fictitious business name or names listed above on SEPT. 19, 2008. NOTICE- This Fictitious Name Statement expires five years from the date it was filed in the office of the County Clerk. <box>706 850 868 942</box>
legal-notice <box>706 66 868 181</box>
legal-notice <box>187 1045 349 1122</box>
notice-file-number: File No. 08-1693982 <box>879 449 932 457</box>
notice-publication-dates: Publish: MountainViews-Observer Pub. 10/13, 10/20, 10/27, 11/03/2008 <box>360 127 522 143</box>
